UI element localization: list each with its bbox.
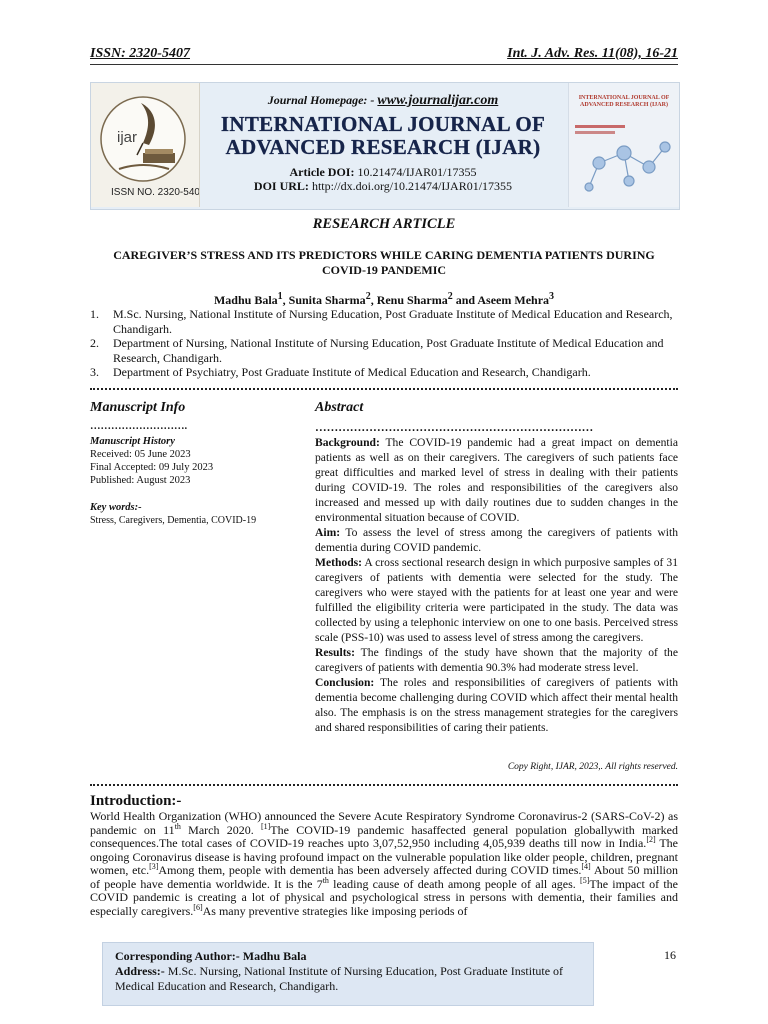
affiliation-text: Department of Psychiatry, Post Graduate Institute of Medical Education and Research, Chandigarh. xyxy=(113,365,591,379)
citation-ref[interactable]: [6] xyxy=(193,902,203,912)
intro-text: About 50 million of people have dementia worldwide. It is the 7 xyxy=(90,863,678,891)
affiliation-text: M.Sc. Nursing, National Institute of Nursing Education, Post Graduate Institute of Medical Education and Research, Chandigarh. xyxy=(113,307,673,336)
affiliation-num: 3. xyxy=(90,365,99,379)
intro-text: leading cause of death among people of all ages. xyxy=(328,876,581,891)
article-doi-label: Article DOI: xyxy=(289,165,355,179)
citation-ref[interactable]: [4] xyxy=(581,862,591,871)
issn-header: ISSN: 2320-5407 xyxy=(90,46,190,61)
journal-banner xyxy=(90,82,680,210)
intro-text: March 2020. xyxy=(180,822,261,837)
journal-title-line1: INTERNATIONAL JOURNAL OF xyxy=(220,112,546,136)
citation-header: Int. J. Adv. Res. 11(08), 16-21 xyxy=(507,46,678,61)
manuscript-info-heading: Manuscript Info xyxy=(90,400,186,415)
affiliations xyxy=(90,307,678,380)
intro-sup: th xyxy=(174,821,181,831)
abstract-dots: ……………………………………………………………… xyxy=(315,421,594,434)
citation-ref[interactable]: [2] xyxy=(646,835,656,844)
abstract-results xyxy=(315,645,678,675)
author-name: Aseem Mehra xyxy=(477,293,550,307)
corresponding-address xyxy=(115,964,581,994)
homepage-label: Journal Homepage: - xyxy=(267,93,375,107)
affiliation-num: 2. xyxy=(90,336,99,350)
introduction-body xyxy=(90,810,678,918)
author-sup: 2 xyxy=(447,291,453,302)
intro-text: The impact of the COVID pandemic is creating a lot of physical and psychological stress in persons with dementia, their families and especially caregivers. xyxy=(90,876,678,918)
manuscript-dots: ………………………. xyxy=(90,421,188,432)
journal-homepage xyxy=(199,93,567,109)
author-sup: 3 xyxy=(549,291,555,302)
background-text: The COVID-19 pandemic had a great impact on dementia patients as well as on their caregivers. The caregivers of such patients face great difficulties and marked level of stress in dealing with their patients during COVID-19. The roles and responsibilities of the caregivers also increased and messed up with daily routines due to sudden changes in the environmental situation because of COVID. xyxy=(315,436,678,524)
received-date: Received: 05 June 2023 xyxy=(90,449,191,460)
citation-ref[interactable]: [5] xyxy=(580,875,590,885)
intro-text: Among them, people with dementia has been adversely affected during COVID times. xyxy=(158,863,582,877)
keywords: Stress, Caregivers, Dementia, COVID-19 xyxy=(90,515,257,526)
author-sep: , xyxy=(370,293,377,307)
manuscript-info xyxy=(90,421,262,527)
journal-title xyxy=(199,113,567,159)
doi-block xyxy=(199,165,567,193)
banner-center xyxy=(199,83,567,207)
affiliation-item xyxy=(90,307,678,336)
affiliation-item xyxy=(90,365,678,380)
results-text: The findings of the study have shown that the majority of the caregivers of patients with dementia 90.3% had moderate stress level. xyxy=(315,646,678,674)
aim-text: To assess the level of stress among the caregivers of patients with dementia during COVID pandemic. xyxy=(315,526,678,554)
results-label: Results: xyxy=(315,646,355,659)
article-title-line1: CAREGIVER’S STRESS AND ITS PREDICTORS WHILE CARING DEMENTIA PATIENTS DURING xyxy=(113,248,655,262)
author-sup: 1 xyxy=(277,291,283,302)
dotted-divider xyxy=(90,784,678,787)
abstract-background xyxy=(315,435,678,525)
background-label: Background: xyxy=(315,436,380,449)
intro-text: The COVID-19 pandemic hasaffected general population globallywith marked consequences.The total cases of COVID-19 reaches upto 3,07,52,950 including 4,05,939 deaths till now in India. xyxy=(90,822,678,850)
methods-text: A cross sectional research design in which purposive samples of 31 caregivers of patients with dementia were selected for the study. The caregivers who were stayed with the patients for at least one year and were fulfilled the eligibility criteria were participated in the study. The data was collected by using a telephonic interview on one to one basis. Perceived stress scale (PSS-10) was used to assess level of stress among the caregivers. xyxy=(315,556,678,644)
introduction-heading: Introduction:- xyxy=(90,793,182,809)
header-rule xyxy=(90,64,678,65)
cover-title: INTERNATIONAL JOURNAL OF ADVANCED RESEARCH (IJAR) xyxy=(578,95,670,108)
corresponding-author-box xyxy=(102,942,594,1006)
accepted-date: Final Accepted: 09 July 2023 xyxy=(90,462,214,473)
published-date: Published: August 2023 xyxy=(90,475,191,486)
author-sep: , xyxy=(282,293,289,307)
intro-text: World Health Organization (WHO) announced the Severe Acute Respiratory Syndrome Coronavirus-2 (SARS-CoV-2) as pandemic on 11 xyxy=(90,809,678,837)
author-sup: 2 xyxy=(365,291,371,302)
affiliation-item xyxy=(90,336,678,365)
abstract-conclusion xyxy=(315,675,678,735)
homepage-link[interactable]: www.journalijar.com xyxy=(377,93,499,108)
aim-label: Aim: xyxy=(315,526,341,539)
page-number: 16 xyxy=(664,948,676,962)
dotted-divider xyxy=(90,388,678,391)
affiliation-text: Department of Nursing, National Institute of Nursing Education, Post Graduate Institute of Medical Education and Research, Chandigarh. xyxy=(113,336,664,365)
address-text: M.Sc. Nursing, National Institute of Nursing Education, Post Graduate Institute of Medical Education and Research, Chandigarh. xyxy=(115,964,564,993)
citation-ref[interactable]: [1] xyxy=(260,821,271,831)
journal-logo xyxy=(91,83,200,207)
article-title xyxy=(90,248,678,278)
intro-text: The ongoing Coronavirus disease is having profound impact on the vulnerable population like older people, children, pregnant women, etc. xyxy=(90,836,678,877)
affiliation-num: 1. xyxy=(90,307,99,321)
manuscript-history-label: Manuscript History xyxy=(90,436,175,447)
article-type: RESEARCH ARTICLE xyxy=(312,216,456,232)
logo-text: ijar xyxy=(117,129,138,146)
author-name: Renu Sharma xyxy=(376,293,448,307)
article-title-line2: COVID-19 PANDEMIC xyxy=(321,263,447,277)
address-label: Address:- xyxy=(115,964,165,978)
author-list xyxy=(90,291,678,308)
journal-title-line2: ADVANCED RESEARCH (IJAR) xyxy=(225,135,541,159)
journal-cover-image xyxy=(568,83,679,207)
citation-ref[interactable]: [3] xyxy=(149,862,159,871)
author-and: and xyxy=(452,293,478,307)
intro-text: As many preventive strategies like imposing periods of xyxy=(202,903,468,918)
author-name: Sunita Sharma xyxy=(288,293,366,307)
keywords-label: Key words:- xyxy=(90,502,142,513)
intro-sup: th xyxy=(322,875,329,885)
copyright: Copy Right, IJAR, 2023,. All rights reserved. xyxy=(507,762,678,772)
article-doi: 10.21474/IJAR01/17355 xyxy=(357,165,477,179)
abstract-heading: Abstract xyxy=(315,400,364,415)
logo-issn: ISSN NO. 2320-5407 xyxy=(111,187,199,198)
doi-url-label: DOI URL: xyxy=(253,179,309,193)
abstract-body xyxy=(315,421,678,735)
doi-url-link[interactable]: http://dx.doi.org/10.21474/IJAR01/17355 xyxy=(311,179,513,193)
conclusion-text: The roles and responsibilities of caregivers of patients with dementia become challenging during COVID which affect their mental health also. The emphasis is on the stress management strategies for the caregivers and shared responsibilities of caring their patients. xyxy=(315,676,678,734)
abstract-aim xyxy=(315,525,678,555)
methods-label: Methods: xyxy=(315,556,363,569)
conclusion-label: Conclusion: xyxy=(315,676,375,689)
abstract-methods xyxy=(315,555,678,645)
corresponding-author-label: Corresponding Author:- Madhu Bala xyxy=(115,949,307,963)
author-name: Madhu Bala xyxy=(213,293,278,307)
